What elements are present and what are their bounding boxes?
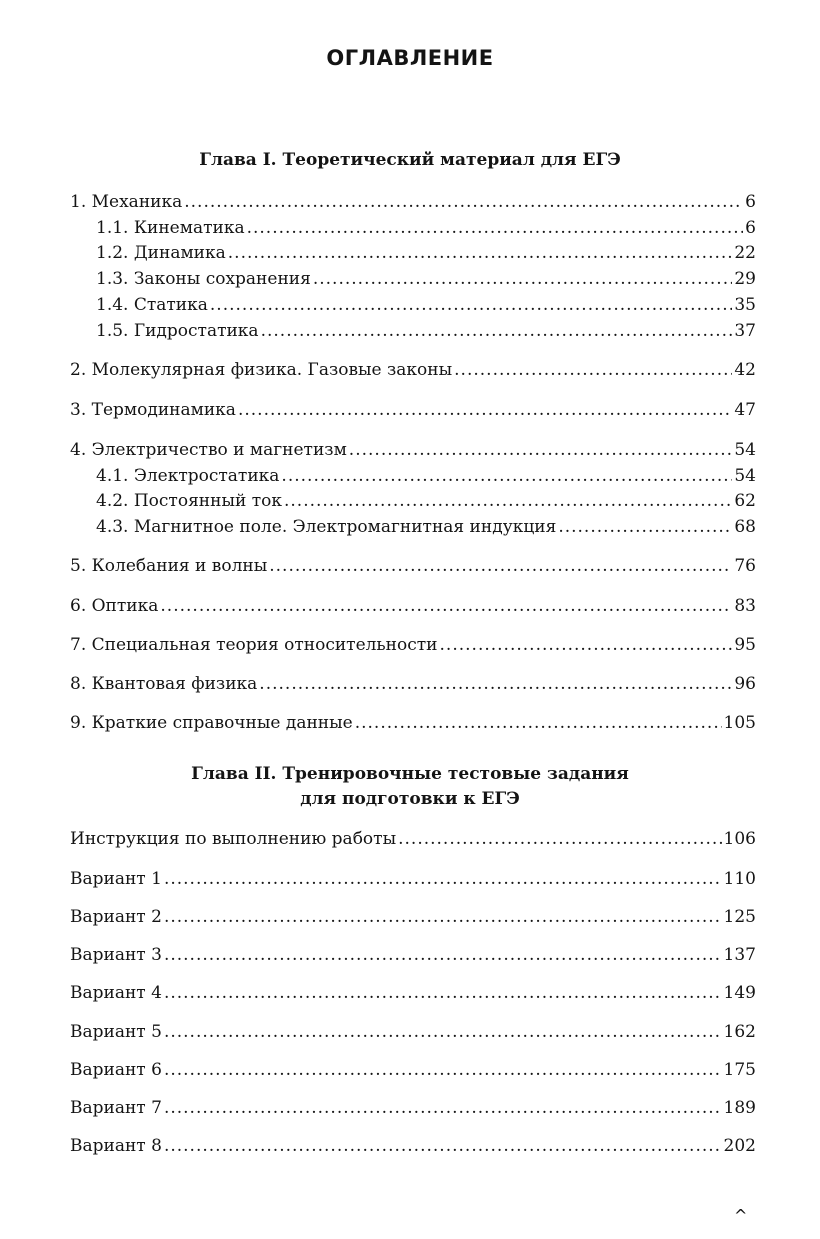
entry-title: 1.1. Кинематика — [96, 218, 245, 238]
entry-title: 1.2. Динамика — [96, 243, 226, 263]
leader-dots — [284, 488, 732, 514]
leader-dots — [259, 671, 732, 697]
toc-entry — [70, 553, 756, 579]
leader-dots — [164, 904, 722, 930]
leader-dots — [261, 318, 733, 344]
entry-title: 2. Молекулярная физика. Газовые законы — [70, 360, 453, 380]
entry-page-number: 162 — [723, 1022, 756, 1042]
toc-entry — [70, 1133, 756, 1159]
entry-page-number: 106 — [723, 829, 756, 849]
entry-page-number: 189 — [723, 1098, 756, 1118]
toc-entry — [96, 318, 756, 344]
leader-dots — [164, 980, 722, 1006]
leader-dots — [238, 397, 732, 423]
entry-title: 8. Квантовая физика — [70, 674, 258, 694]
leader-dots — [164, 1019, 722, 1045]
leader-dots — [164, 942, 722, 968]
entry-title: 6. Оптика — [70, 596, 159, 616]
entry-title: 9. Краткие справочные данные — [70, 713, 353, 733]
toc-entry — [70, 437, 756, 463]
entry-page-number: 54 — [734, 466, 756, 486]
toc-entry — [70, 866, 756, 892]
entry-title: Вариант 5 — [70, 1022, 162, 1042]
leader-dots — [454, 357, 732, 383]
leader-dots — [164, 1095, 722, 1121]
leader-dots — [210, 292, 732, 318]
leader-dots — [269, 553, 732, 579]
entry-page-number: 137 — [723, 945, 756, 965]
entry-title: 5. Колебания и волны — [70, 556, 268, 576]
entry-page-number: 76 — [734, 556, 756, 576]
toc-entry — [70, 904, 756, 930]
entry-title: 1.4. Статика — [96, 295, 208, 315]
entry-page-number: 68 — [734, 517, 756, 537]
leader-dots — [349, 437, 733, 463]
entry-title: Вариант 6 — [70, 1060, 162, 1080]
leader-dots — [164, 866, 722, 892]
entry-page-number: 35 — [734, 295, 756, 315]
leader-dots — [558, 514, 732, 540]
entry-title: 4.1. Электростатика — [96, 466, 280, 486]
entry-title: 1.5. Гидростатика — [96, 321, 259, 341]
toc-entry — [70, 826, 756, 852]
entry-page-number: 175 — [723, 1060, 756, 1080]
entry-page-number: 6 — [745, 192, 756, 212]
toc-entry — [70, 671, 756, 697]
toc-entry — [70, 397, 756, 423]
toc-entry — [70, 1095, 756, 1121]
toc-entry — [70, 593, 756, 619]
entry-title: Вариант 2 — [70, 907, 162, 927]
entry-page-number: 149 — [723, 983, 756, 1003]
leader-dots — [281, 463, 732, 489]
leader-dots — [398, 826, 721, 852]
entry-page-number: 83 — [734, 596, 756, 616]
entry-page-number: 96 — [734, 674, 756, 694]
entry-title: Инструкция по выполнению работы — [70, 829, 397, 849]
toc-entry — [70, 710, 756, 736]
entry-page-number: 37 — [734, 321, 756, 341]
entry-page-number: 22 — [734, 243, 756, 263]
leader-dots — [440, 632, 733, 658]
entry-title: Вариант 8 — [70, 1136, 162, 1156]
toc-entry — [70, 357, 756, 383]
toc-entry — [70, 1057, 756, 1083]
entry-page-number: 125 — [723, 907, 756, 927]
toc-entry — [70, 980, 756, 1006]
entry-page-number: 105 — [723, 713, 756, 733]
page-title: ОГЛАВЛЕНИЕ — [326, 46, 494, 70]
leader-dots — [313, 266, 733, 292]
leader-dots — [228, 240, 733, 266]
entry-title: Вариант 3 — [70, 945, 162, 965]
toc-entry — [96, 215, 756, 241]
entry-title: 4. Электричество и магнетизм — [70, 440, 347, 460]
entry-page-number: 62 — [734, 491, 756, 511]
chapter-2-heading: Глава II. Тренировочные тестовые задания — [191, 764, 629, 784]
entry-page-number: 29 — [734, 269, 756, 289]
entry-title: 1. Механика — [70, 192, 183, 212]
entry-page-number: 42 — [734, 360, 756, 380]
entry-title: 7. Специальная теория относительности — [70, 635, 438, 655]
toc-entry — [70, 1019, 756, 1045]
entry-page-number: 110 — [723, 869, 756, 889]
entry-page-number: 54 — [734, 440, 756, 460]
toc-entry — [70, 942, 756, 968]
corner-mark: ^ — [734, 1206, 748, 1225]
leader-dots — [355, 710, 722, 736]
toc-entry — [96, 292, 756, 318]
leader-dots — [160, 593, 732, 619]
entry-page-number: 202 — [723, 1136, 756, 1156]
toc-entry — [96, 514, 756, 540]
entry-title: 1.3. Законы сохранения — [96, 269, 311, 289]
chapter-1-heading: Глава I. Теоретический материал для ЕГЭ — [199, 150, 621, 170]
chapter-2-heading-line2: для подготовки к ЕГЭ — [300, 789, 520, 809]
entry-title: Вариант 4 — [70, 983, 162, 1003]
entry-page-number: 95 — [734, 635, 756, 655]
entry-title: Вариант 7 — [70, 1098, 162, 1118]
toc-entry — [70, 632, 756, 658]
entry-title: 4.2. Постоянный ток — [96, 491, 282, 511]
entry-title: 4.3. Магнитное поле. Электромагнитная индукция — [96, 517, 557, 537]
entry-page-number: 6 — [745, 218, 756, 238]
entry-title: 3. Термодинамика — [70, 400, 236, 420]
toc-entry — [96, 240, 756, 266]
leader-dots — [164, 1133, 722, 1159]
leader-dots — [164, 1057, 722, 1083]
leader-dots — [247, 215, 744, 241]
toc-entry — [96, 463, 756, 489]
leader-dots — [184, 189, 743, 215]
toc-entry — [70, 189, 756, 215]
entry-title: Вариант 1 — [70, 869, 162, 889]
toc-entry — [96, 488, 756, 514]
entry-page-number: 47 — [734, 400, 756, 420]
toc-entry — [96, 266, 756, 292]
